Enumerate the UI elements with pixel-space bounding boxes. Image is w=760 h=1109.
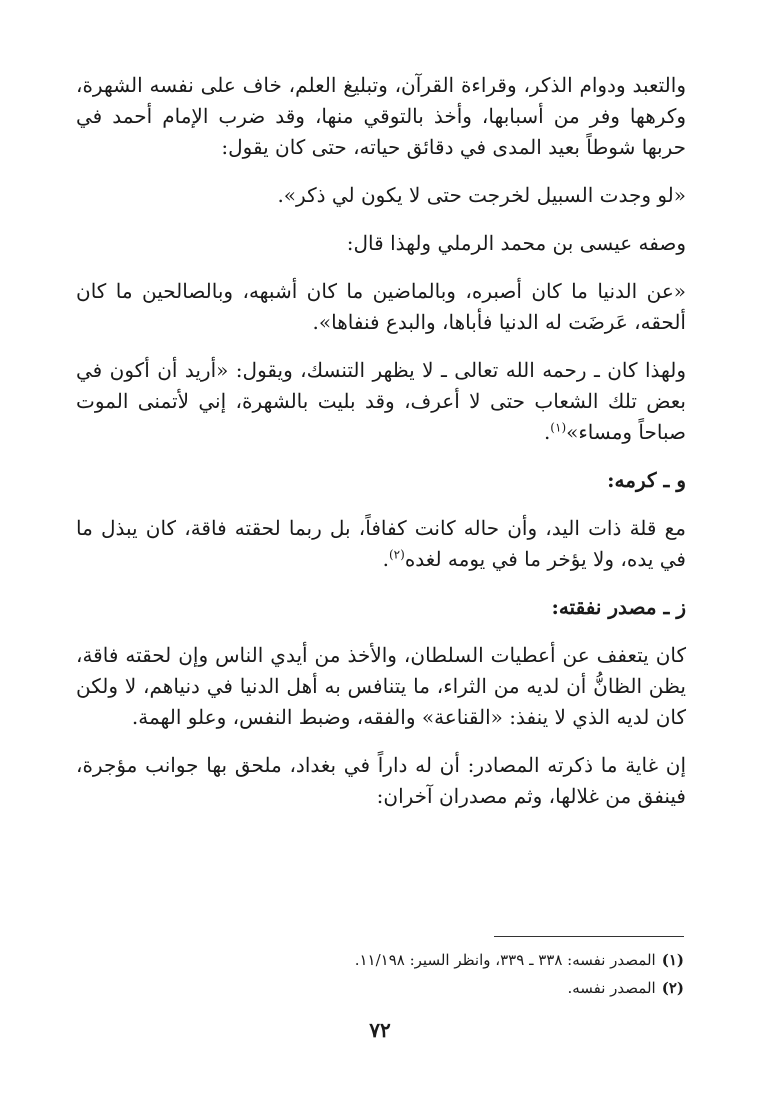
paragraph: كان يتعفف عن أعطيات السلطان، والأخذ من أيدي الناس وإن لحقته فاقة، يظن الظانُّ أن لديه من الثراء، ما يتنافس به أهل الدنيا في دنياهم، لا ولكن كان لديه الذي لا ينفذ: «القناعة» والفقه، وضبط النفس، وعلو الهمة. — [76, 643, 686, 729]
footnote-divider — [494, 936, 684, 937]
section-heading: و ـ كرمه: — [607, 468, 686, 492]
quote-paragraph: «لو وجدت السبيل لخرجت حتى لا يكون لي ذكر». — [277, 183, 686, 207]
paragraph: مع قلة ذات اليد، وأن حاله كانت كفافاً، بل ربما لحقته فاقة، كان يبذل ما في يده، ولا يؤخر ما في يومه لغده$^{(٢)}$. — [76, 516, 686, 571]
paragraph: والتعبد ودوام الذكر، وقراءة القرآن، وتبليغ العلم، خاف على نفسه الشهرة، وكرهها وفر من أسبابها، وأخذ بالتوقي منها، وقد ضرب الإمام أحمد في حربها شوطاً بعيد المدى في دقائق حياته، حتى كان يقول: — [76, 73, 687, 159]
footnote-number: (٢) — [661, 979, 684, 997]
paragraph: إن غاية ما ذكرته المصادر: أن له داراً في بغداد، ملحق بها جوانب مؤجرة، فينفق من غلالها، وثم مصدران آخران: — [76, 753, 686, 808]
footnote-number: (١) — [661, 951, 684, 969]
quote-paragraph: «عن الدنيا ما كان أصبره، وبالماضين ما كان أشبهه، وبالصالحين ما كان ألحقه، عَرضَت له الدنيا فأباها، والبدع فنفاها». — [76, 279, 686, 334]
footnote-reference[interactable]: (١) — [550, 420, 567, 435]
page-body — [76, 70, 686, 829]
footnote-text: المصدر نفسه: ٣٣٨ ـ ٣٣٩، وانظر السير: ١١/١٩٨. — [354, 951, 656, 969]
paragraph-text: ولهذا كان ـ رحمه الله تعالى ـ لا يظهر التنسك، ويقول: «أريد أن أكون في بعض تلك الشعاب حتى لا أعرف، وقد بليت بالشهرة، إني لأتمنى الموت صباحاً ومساء» — [76, 358, 686, 444]
section-heading: ز ـ مصدر نفقته: — [551, 595, 686, 619]
paragraph: ولهذا كان ـ رحمه الله تعالى ـ لا يظهر التنسك، ويقول: «أريد أن أكون في بعض تلك الشعاب حتى لا أعرف، وقد بليت بالشهرة، إني لأتمنى الموت صباحاً ومساء»$^{(١)}$. — [76, 358, 686, 444]
footnotes — [74, 946, 684, 1002]
paragraph: وصفه عيسى بن محمد الرملي ولهذا قال: — [346, 231, 686, 255]
paragraph-text: مع قلة ذات اليد، وأن حاله كانت كفافاً، بل ربما لحقته فاقة، كان يبذل ما في يده، ولا يؤخر ما في يومه لغده — [76, 516, 686, 571]
footnote-text: المصدر نفسه. — [567, 979, 656, 997]
page-number: ٧٢ — [369, 1018, 391, 1042]
footnote-item — [74, 974, 684, 1002]
footnote-item — [74, 946, 684, 974]
footnote-reference[interactable]: (٢) — [388, 547, 405, 562]
